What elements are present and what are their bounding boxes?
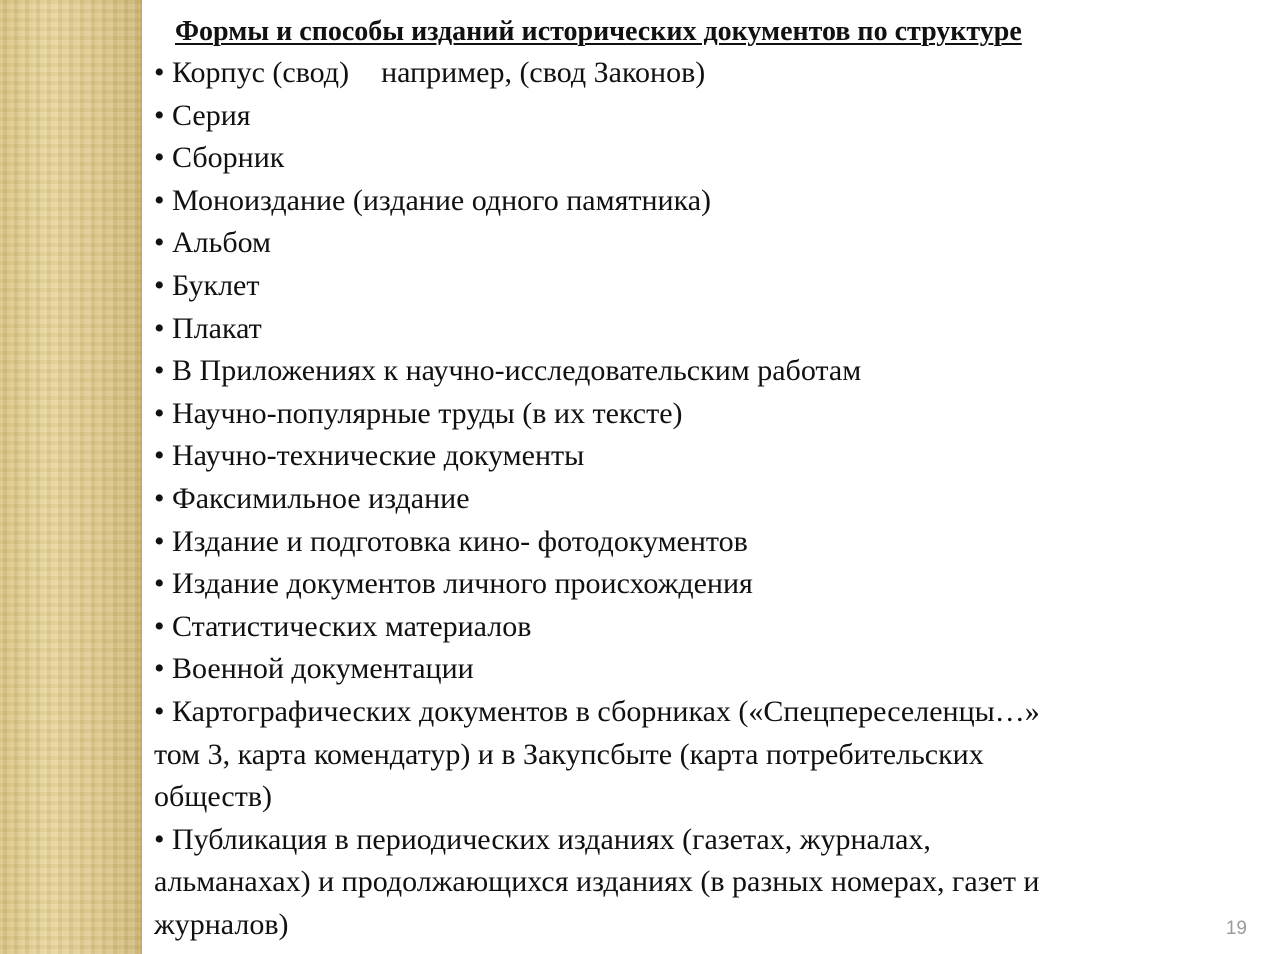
list-item-text: альманахах) и продолжающихся изданиях (в разных номерах, газет и xyxy=(154,865,1040,899)
bullet-marker: • xyxy=(154,481,165,515)
list-item-text: Плакат xyxy=(172,311,262,345)
bullet-marker: • xyxy=(154,652,165,686)
decorative-texture-strip xyxy=(0,0,142,954)
list-item-text: Сборник xyxy=(172,141,285,175)
bullet-marker: • xyxy=(154,439,165,473)
list-item xyxy=(154,648,1254,691)
list-item-text: Факсимильное издание xyxy=(172,481,470,515)
list-item-text: журналов) xyxy=(154,907,289,941)
list-item xyxy=(154,478,1254,521)
slide-title: Формы и способы изданий исторических документов по структуре xyxy=(175,16,1022,47)
list-item-note: например, (свод Законов) xyxy=(381,56,706,89)
bullet-marker: • xyxy=(154,268,165,302)
bullet-marker: • xyxy=(154,609,165,643)
list-item xyxy=(154,308,1254,351)
forms-list xyxy=(154,52,1254,946)
list-item-text: Статистических материалов xyxy=(172,609,532,643)
bullet-marker: • xyxy=(154,98,165,132)
list-item xyxy=(154,265,1254,308)
list-item-text: В Приложениях к научно-исследовательским работам xyxy=(172,354,862,388)
list-item-text: Серия xyxy=(172,98,251,132)
list-item-text: Публикация в периодических изданиях (газетах, журналах, xyxy=(172,822,931,856)
bullet-marker: • xyxy=(154,183,165,217)
bullet-marker: • xyxy=(154,56,165,89)
bullet-marker: • xyxy=(154,354,165,388)
list-item-continuation xyxy=(154,734,1254,777)
page-number: 19 xyxy=(1225,918,1247,939)
bullet-marker: • xyxy=(154,396,165,430)
list-item xyxy=(154,393,1254,436)
list-item xyxy=(154,691,1254,734)
bullet-marker: • xyxy=(154,694,165,728)
list-item xyxy=(154,563,1254,606)
list-item xyxy=(154,350,1254,393)
slide-content xyxy=(154,12,1254,946)
list-item-text: Моноиздание (издание одного памятника) xyxy=(172,183,712,217)
bullet-marker: • xyxy=(154,822,165,856)
list-item xyxy=(154,180,1254,223)
list-item xyxy=(154,137,1254,180)
list-item-continuation xyxy=(154,776,1254,819)
list-item-text: Альбом xyxy=(172,226,272,260)
list-item xyxy=(154,819,1254,862)
list-item xyxy=(154,95,1254,138)
bullet-marker: • xyxy=(154,141,165,175)
list-item-text: Картографических документов в сборниках («Спецпереселенцы…» xyxy=(172,694,1040,728)
list-item-text: Буклет xyxy=(172,268,260,302)
bullet-marker: • xyxy=(154,567,165,601)
list-item-text: Военной документации xyxy=(172,652,474,686)
list-item-text: Научно-популярные труды (в их тексте) xyxy=(172,396,683,430)
bullet-marker: • xyxy=(154,311,165,345)
list-item-text: Издание документов личного происхождения xyxy=(172,567,753,601)
list-item xyxy=(154,606,1254,649)
list-item-continuation xyxy=(154,861,1254,904)
bullet-marker: • xyxy=(154,226,165,260)
list-item xyxy=(154,222,1254,265)
list-item xyxy=(154,521,1254,564)
list-item xyxy=(154,435,1254,478)
list-item-continuation xyxy=(154,904,1254,947)
list-item-text: обществ) xyxy=(154,780,273,814)
list-item-text: Научно-технические документы xyxy=(172,439,585,473)
list-item-text: Издание и подготовка кино- фотодокументов xyxy=(172,524,748,558)
list-item-text: Корпус (свод) xyxy=(172,56,350,89)
bullet-marker: • xyxy=(154,524,165,558)
list-item xyxy=(154,52,1254,95)
list-item-text: том 3, карта комендатур) и в Закупсбыте (карта потребительских xyxy=(154,737,984,771)
